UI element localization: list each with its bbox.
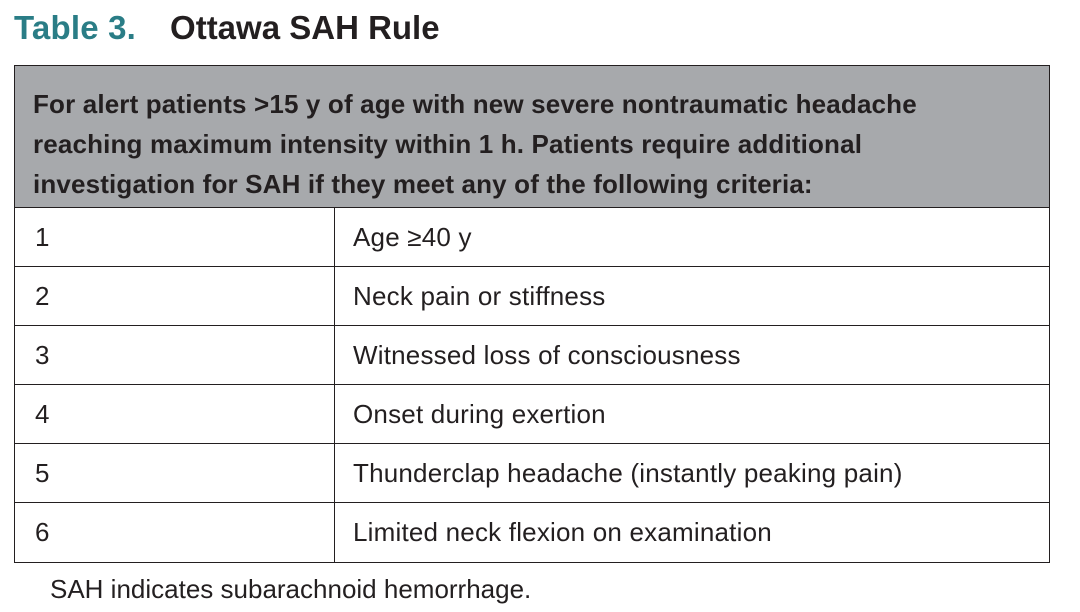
table-footnote: SAH indicates subarachnoid hemorrhage. <box>50 574 532 604</box>
criterion-number: 5 <box>15 444 335 502</box>
criterion-number: 6 <box>15 503 335 562</box>
criterion-text: Witnessed loss of consciousness <box>353 339 741 370</box>
criteria-table <box>14 65 1050 563</box>
criterion-number: 2 <box>15 267 335 325</box>
table-label: Table 3. <box>14 9 137 46</box>
table-row <box>15 267 1049 326</box>
table-row <box>15 208 1049 267</box>
criterion-number: 3 <box>15 326 335 384</box>
table-row <box>15 444 1049 503</box>
criterion-number: 4 <box>15 385 335 443</box>
criterion-text: Limited neck flexion on examination <box>353 517 772 547</box>
criterion-number: 1 <box>15 208 335 266</box>
criterion-text: Onset during exertion <box>353 398 606 429</box>
table-row <box>15 503 1049 562</box>
table-title-row <box>14 6 440 50</box>
table-row <box>15 385 1049 444</box>
table-title: Ottawa SAH Rule <box>170 9 440 46</box>
table-row <box>15 326 1049 385</box>
criterion-text: Thunderclap headache (instantly peaking pain) <box>353 457 903 488</box>
criterion-text: Age ≥40 y <box>353 221 472 252</box>
table-header: For alert patients >15 y of age with new severe nontraumatic headache reaching maximum intensity within 1 h. Patients require additional investigation for SAH if they meet any of the following criteria: <box>15 66 1049 208</box>
criterion-text: Neck pain or stiffness <box>353 280 606 311</box>
